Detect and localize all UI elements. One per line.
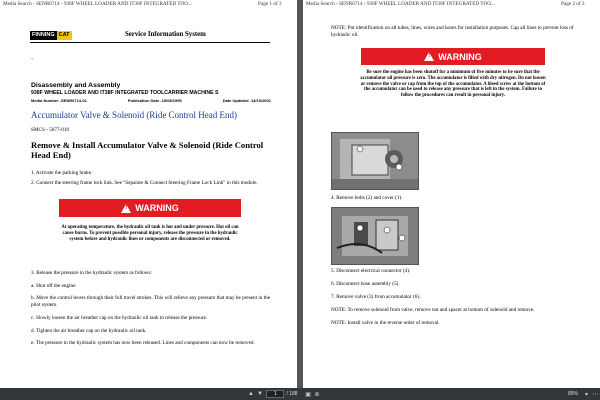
sis-title: Service Information System: [125, 31, 206, 38]
page-header-title: Media Search - SENR6714 - 938F WHEEL LOADER AND IT38F INTEGRATED TOO...: [3, 1, 192, 7]
warning-label: WARNING: [438, 51, 482, 62]
finning-logo-text: FINNING: [32, 32, 55, 38]
cover-photo-illustration: [332, 133, 419, 190]
warning-banner-left: [59, 199, 241, 217]
fit-page-icon[interactable]: ▣: [305, 391, 311, 398]
page-header-title: Media Search - SENR6714 - 938F WHEEL LOADER AND IT38F INTEGRATED TOO...: [306, 1, 495, 7]
zoom-level[interactable]: 89%: [568, 391, 579, 397]
document-page-1: [0, 0, 297, 388]
note-identification: NOTE: Put identification on all tubes, lines, wires and hoses for installation purposes. Cap all lines to prevent loss of hydraulic oil.: [331, 25, 574, 38]
figure-valve-photo: [331, 207, 419, 265]
zoom-menu-icon[interactable]: ▾: [585, 391, 589, 398]
step-3e: e. The pressure in the hydraulic system has now been released. Lines and components can now be removed.: [31, 340, 255, 346]
step-3: 3. Release the pressure in the hydraulic system as follows:: [31, 270, 153, 276]
page-header-number: Page 2 of 3: [561, 1, 585, 7]
warning-text-right: Be sure the engine has been shutoff for a minimum of five minutes to be sure that the accumulator oil pressure is zero. The accumulator is filled with dry nitrogen. Do not loosen or remove the valve or cap from the top of the accumulator. A bleed screw at the bottom of the accumulator can be used to release any pressure that is left in the system. Failure to follow the procedures can result in personal injury.: [360, 70, 546, 99]
scroll-up-icon[interactable]: ▲: [247, 391, 254, 397]
step-3b: b. Move the control levers through their full travel strokes. This will relieve any pressure that may be present in the pilot system.: [31, 295, 271, 308]
warning-label: WARNING: [135, 203, 179, 213]
doc-machine: 938F WHEEL LOADER AND IT38F INTEGRATED TOOLCARRIER MACHINE S: [31, 90, 219, 96]
more-options-icon[interactable]: ⋯: [592, 391, 599, 398]
step-1: 1. Activate the parking brake.: [31, 170, 93, 176]
note-install: NOTE: Install valve in the reverse order of removal.: [331, 320, 440, 326]
page-number-input[interactable]: [266, 390, 284, 398]
publication-date: Publication Date -15/08/1995: [127, 98, 182, 103]
media-number: Media Number -SENR6714-01: [31, 98, 87, 103]
document-page-2: [303, 0, 600, 388]
back-link[interactable]: <: [31, 56, 34, 61]
section-title: Accumulator Valve & Solenoid (Ride Control Head End): [31, 110, 238, 120]
cat-logo-text: CAT: [58, 32, 70, 38]
procedure-heading: Remove & Install Accumulator Valve & Solenoid (Ride Control Head End): [31, 140, 264, 160]
step-2: 2. Connect the steering frame lock link. See "Separate & Connect Steering Frame Lock Link" in this module.: [31, 180, 258, 186]
step-4: 4. Remove bolts (2) and cover (1).: [331, 195, 403, 201]
smcs-code: SMCS - 5077-010: [31, 127, 70, 133]
date-updated: Date Updated -13/10/2001: [222, 98, 271, 103]
note-solenoid: NOTE: To remove solenoid from valve, remove nut and spacer at bottom of solenoid and remove.: [331, 307, 535, 313]
warning-triangle-icon: [121, 204, 131, 213]
page-header-number: Page 1 of 3: [258, 1, 282, 7]
page-total: / 188: [286, 391, 298, 397]
step-7: 7. Remove valve (3) from accumulator (6).: [331, 294, 421, 300]
zoom-in-icon[interactable]: ⊕: [314, 391, 320, 398]
doc-category: Disassembly and Assembly: [31, 82, 121, 89]
scroll-down-icon[interactable]: ▼: [256, 391, 263, 397]
warning-triangle-icon: [424, 52, 434, 61]
step-3d: d. Tighten the air breather cap on the hydraulic oil tank.: [31, 328, 147, 334]
figure-cover-photo: [331, 132, 419, 190]
valve-photo-illustration: [332, 208, 419, 265]
step-3a: a. Shut off the engine.: [31, 283, 77, 289]
warning-text-left: At operating temperature, the hydraulic oil tank is hot and under pressure. Hot oil can cause burns. To prevent possible personal injury, release the pressure in the hydraulic system before and hydraulic lines or components are disconnected or removed.: [61, 225, 239, 242]
doc-meta: [31, 98, 271, 103]
step-5: 5. Disconnect electrical connector (4).: [331, 268, 411, 274]
step-6: 6. Disconnect hose assembly (5).: [331, 281, 400, 287]
warning-banner-right: [361, 48, 545, 65]
pdf-viewer-toolbar: [0, 388, 600, 400]
finning-cat-logo: [30, 31, 72, 40]
step-3c: c. Slowly loosen the air breather cap on the hydraulic oil tank to release the pressure.: [31, 315, 208, 321]
header-divider: [30, 42, 270, 43]
